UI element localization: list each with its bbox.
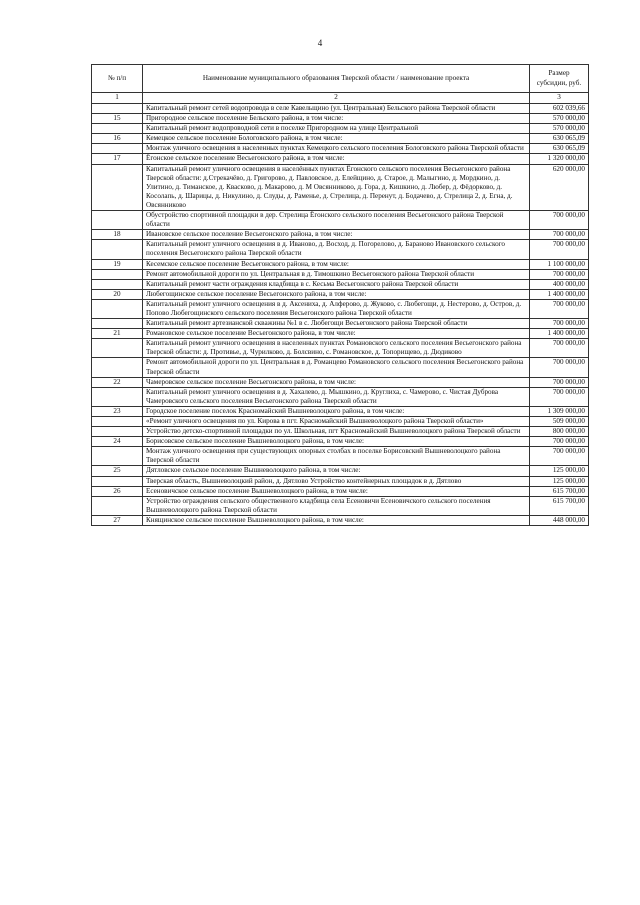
- table-row: [92, 406, 589, 416]
- row-name: Кесемское сельское поселение Весьегонского района, в том числе:: [143, 259, 530, 269]
- row-number: [92, 476, 143, 486]
- header-amount: Размер субсидии, руб.: [530, 65, 589, 93]
- row-name: Монтаж уличного освещения при существующих опорных столбах в поселке Борисовский Вышневолоцкого района Тверской области: [143, 447, 530, 466]
- table-row: [92, 377, 589, 387]
- row-number: [92, 358, 143, 377]
- table-row: [92, 164, 589, 210]
- row-number: [92, 124, 143, 134]
- row-number: 25: [92, 466, 143, 476]
- row-number: 19: [92, 259, 143, 269]
- row-amount: 700 000,00: [530, 387, 589, 406]
- row-name: Обустройство спортивной площадки в дер. Стрелица Ёгонского сельского поселения Весьегонского района Тверской области: [143, 211, 530, 230]
- table-row: [92, 144, 589, 154]
- row-number: [92, 104, 143, 114]
- row-number: 18: [92, 230, 143, 240]
- table-row: [92, 339, 589, 358]
- row-amount: 1 400 000,00: [530, 329, 589, 339]
- row-name: Капитальный ремонт уличного освещения в д. Аксениха, д. Алферово, д. Жуково, с. Любегощи, д. Нестерово, д. Остров, д. Попово Любегощинского сельского поселения Весьегонского района Тверской области: [143, 299, 530, 318]
- index-1: 1: [92, 93, 143, 104]
- row-name: Капитальный ремонт уличного освещения в д. Хахалево, д. Мышкино, д. Круглиха, с. Чамерово, с. Чистая Дуброва Чамеровского сельского поселения Весьегонского района Тверской области: [143, 387, 530, 406]
- row-name: Любегощинское сельское поселение Весьегонского района, в том числе:: [143, 289, 530, 299]
- row-number: 17: [92, 154, 143, 164]
- row-number: [92, 144, 143, 154]
- row-amount: 400 000,00: [530, 279, 589, 289]
- table-row: [92, 269, 589, 279]
- table-row: [92, 358, 589, 377]
- row-amount: 700 000,00: [530, 437, 589, 447]
- row-amount: 125 000,00: [530, 466, 589, 476]
- row-number: [92, 387, 143, 406]
- row-name: Чамеровское сельское поселение Весьегонского района, в том числе:: [143, 377, 530, 387]
- row-name: Капитальный ремонт артезианской скважины №1 в с. Любегощи Весьегонского района Тверской области: [143, 319, 530, 329]
- table-header-row: [92, 65, 589, 93]
- row-name: Капитальный ремонт части ограждения кладбища в с. Кесьма Весьегонского района Тверской области: [143, 279, 530, 289]
- row-name: «Ремонт уличного освещения по ул. Кирова в пгт. Красномайский Вышневолоцкого района Тверской области»: [143, 417, 530, 427]
- row-name: Пригородное сельское поселение Бельского района, в том числе:: [143, 114, 530, 124]
- row-name: Монтаж уличного освещения в населенных пунктах Кемецкого сельского поселения Бологовского района Тверской области: [143, 144, 530, 154]
- row-amount: 800 000,00: [530, 427, 589, 437]
- row-name: Устройство ограждения сельского общественного кладбища села Есеновичи Есеновичского сельского поселения Вышневолоцкого района Тверской области: [143, 496, 530, 515]
- row-amount: 700 000,00: [530, 339, 589, 358]
- row-number: [92, 211, 143, 230]
- row-number: [92, 240, 143, 259]
- row-amount: 570 000,00: [530, 114, 589, 124]
- row-number: 20: [92, 289, 143, 299]
- row-amount: 509 000,00: [530, 417, 589, 427]
- row-number: [92, 279, 143, 289]
- index-2: 2: [143, 93, 530, 104]
- row-amount: 700 000,00: [530, 447, 589, 466]
- row-name: Ивановское сельское поселение Весьегонского района, в том числе:: [143, 230, 530, 240]
- table-index-row: [92, 93, 589, 104]
- row-name: Ёгонское сельское поселение Весьегонского района, в том числе:: [143, 154, 530, 164]
- row-number: 23: [92, 406, 143, 416]
- row-number: [92, 427, 143, 437]
- row-number: [92, 496, 143, 515]
- row-amount: 570 000,00: [530, 124, 589, 134]
- table-row: [92, 259, 589, 269]
- row-name: Дятловское сельское поселение Вышневолоцкого района, в том числе:: [143, 466, 530, 476]
- row-name: Борисовское сельское поселение Вышневолоцкого района, в том числе:: [143, 437, 530, 447]
- row-amount: 700 000,00: [530, 211, 589, 230]
- row-amount: 1 400 000,00: [530, 289, 589, 299]
- table-row: [92, 319, 589, 329]
- row-name: Капитальный ремонт уличного освещения в населённых пунктах Ёгонского сельского поселения Весьегонского района Тверской области: д.Стрекачёво, д. Григорово, д. Павловское, д. Елейщино, д. Старое, д. Малыгино, д. Мордкино, д. Улитино, д. Тиманское, д. Квасково, д. Макарово, д. М Овсянниково, д. Гора, д. Кишкино, д. Любер, д. Фёдорково, д. Косолапь, д. Шарицы, д. Никулино, д. Слуды, д. Раменье, д. Стрелица, д. Перенут, д. Бодачево, д. Стрелица 2, д. Егна, д. Овсянниково: [143, 164, 530, 210]
- row-name: Тверская область, Вышневолоцкий район, д. Дятлово Устройство контейнерных площадок в д. Дятлово: [143, 476, 530, 486]
- index-3: 3: [530, 93, 589, 104]
- row-name: Кемецкое сельское поселение Бологовского района, в том числе:: [143, 134, 530, 144]
- table-row: [92, 299, 589, 318]
- row-amount: 448 000,00: [530, 515, 589, 525]
- row-number: 22: [92, 377, 143, 387]
- row-name: Капитальный ремонт водопроводной сети в поселке Пригородном на улице Центральной: [143, 124, 530, 134]
- table-row: [92, 447, 589, 466]
- table-row: [92, 104, 589, 114]
- row-number: 16: [92, 134, 143, 144]
- row-number: 15: [92, 114, 143, 124]
- table-row: [92, 486, 589, 496]
- row-name: Устройство детско-спортивной площадки по ул. Школьная, пгт Красномайский Вышневолоцкого района Тверской области: [143, 427, 530, 437]
- row-amount: 630 065,09: [530, 134, 589, 144]
- row-amount: 630 065,09: [530, 144, 589, 154]
- header-num: № п/п: [92, 65, 143, 93]
- row-amount: 700 000,00: [530, 269, 589, 279]
- table-row: [92, 211, 589, 230]
- row-number: [92, 417, 143, 427]
- row-name: Княщинское сельское поселение Вышневолоцкого района, в том числе:: [143, 515, 530, 525]
- table-body: [92, 104, 589, 526]
- table-row: [92, 240, 589, 259]
- row-amount: 700 000,00: [530, 230, 589, 240]
- row-name: Капитальный ремонт сетей водопровода в селе Кавельщино (ул. Центральная) Бельского района Тверской области: [143, 104, 530, 114]
- row-name: Капитальный ремонт уличного освещения в населенных пунктах Романовского сельского поселения Весьегонского района Тверской области: д. Противье, д. Чурилково, д. Болсвино, с. Романовское, д. Топорищево, д. Дюдиково: [143, 339, 530, 358]
- row-number: [92, 339, 143, 358]
- table-row: [92, 124, 589, 134]
- row-amount: 615 700,00: [530, 486, 589, 496]
- table-row: [92, 329, 589, 339]
- table-row: [92, 466, 589, 476]
- row-number: 21: [92, 329, 143, 339]
- table-row: [92, 437, 589, 447]
- row-amount: 125 000,00: [530, 476, 589, 486]
- row-number: [92, 164, 143, 210]
- row-amount: 700 000,00: [530, 299, 589, 318]
- table-row: [92, 387, 589, 406]
- row-number: [92, 269, 143, 279]
- table-row: [92, 230, 589, 240]
- table-row: [92, 134, 589, 144]
- table-row: [92, 154, 589, 164]
- row-name: Капитальный ремонт уличного освещения в д. Иваново, д. Восход, д. Погорелово, д. Бараново Ивановского сельского поселения Весьегонского района Тверской области: [143, 240, 530, 259]
- row-name: Ремонт автомобильной дороги по ул. Центральная в д. Романцево Романовского сельского поселения Весьегонского района Тверской области: [143, 358, 530, 377]
- row-amount: 700 000,00: [530, 319, 589, 329]
- row-number: 27: [92, 515, 143, 525]
- row-amount: 1 320 000,00: [530, 154, 589, 164]
- row-amount: 602 039,66: [530, 104, 589, 114]
- table-row: [92, 417, 589, 427]
- row-number: 26: [92, 486, 143, 496]
- row-amount: 700 000,00: [530, 377, 589, 387]
- row-name: Романовское сельское поселение Весьегонского района, в том числе:: [143, 329, 530, 339]
- table-row: [92, 476, 589, 486]
- row-name: Городское поселение поселок Красномайский Вышневолоцкого района, в том числе:: [143, 406, 530, 416]
- table-row: [92, 427, 589, 437]
- row-amount: 615 700,00: [530, 496, 589, 515]
- table-row: [92, 496, 589, 515]
- header-name: Наименование муниципального образования Тверской области / наименование проекта: [143, 65, 530, 93]
- page-number: 4: [317, 38, 323, 48]
- row-amount: 1 100 000,00: [530, 259, 589, 269]
- table-row: [92, 515, 589, 525]
- row-amount: 700 000,00: [530, 240, 589, 259]
- row-amount: 1 309 000,00: [530, 406, 589, 416]
- row-name: Есеновичское сельское поселение Вышневолоцкого района, в том числе:: [143, 486, 530, 496]
- row-amount: 700 000,00: [530, 358, 589, 377]
- row-amount: 620 000,00: [530, 164, 589, 210]
- row-name: Ремонт автомобильной дороги по ул. Центральная в д. Тимошкино Весьегонского района Тверской области: [143, 269, 530, 279]
- table-row: [92, 289, 589, 299]
- row-number: [92, 447, 143, 466]
- row-number: [92, 299, 143, 318]
- table-row: [92, 114, 589, 124]
- row-number: 24: [92, 437, 143, 447]
- table-row: [92, 279, 589, 289]
- row-number: [92, 319, 143, 329]
- subsidy-table: [91, 64, 589, 526]
